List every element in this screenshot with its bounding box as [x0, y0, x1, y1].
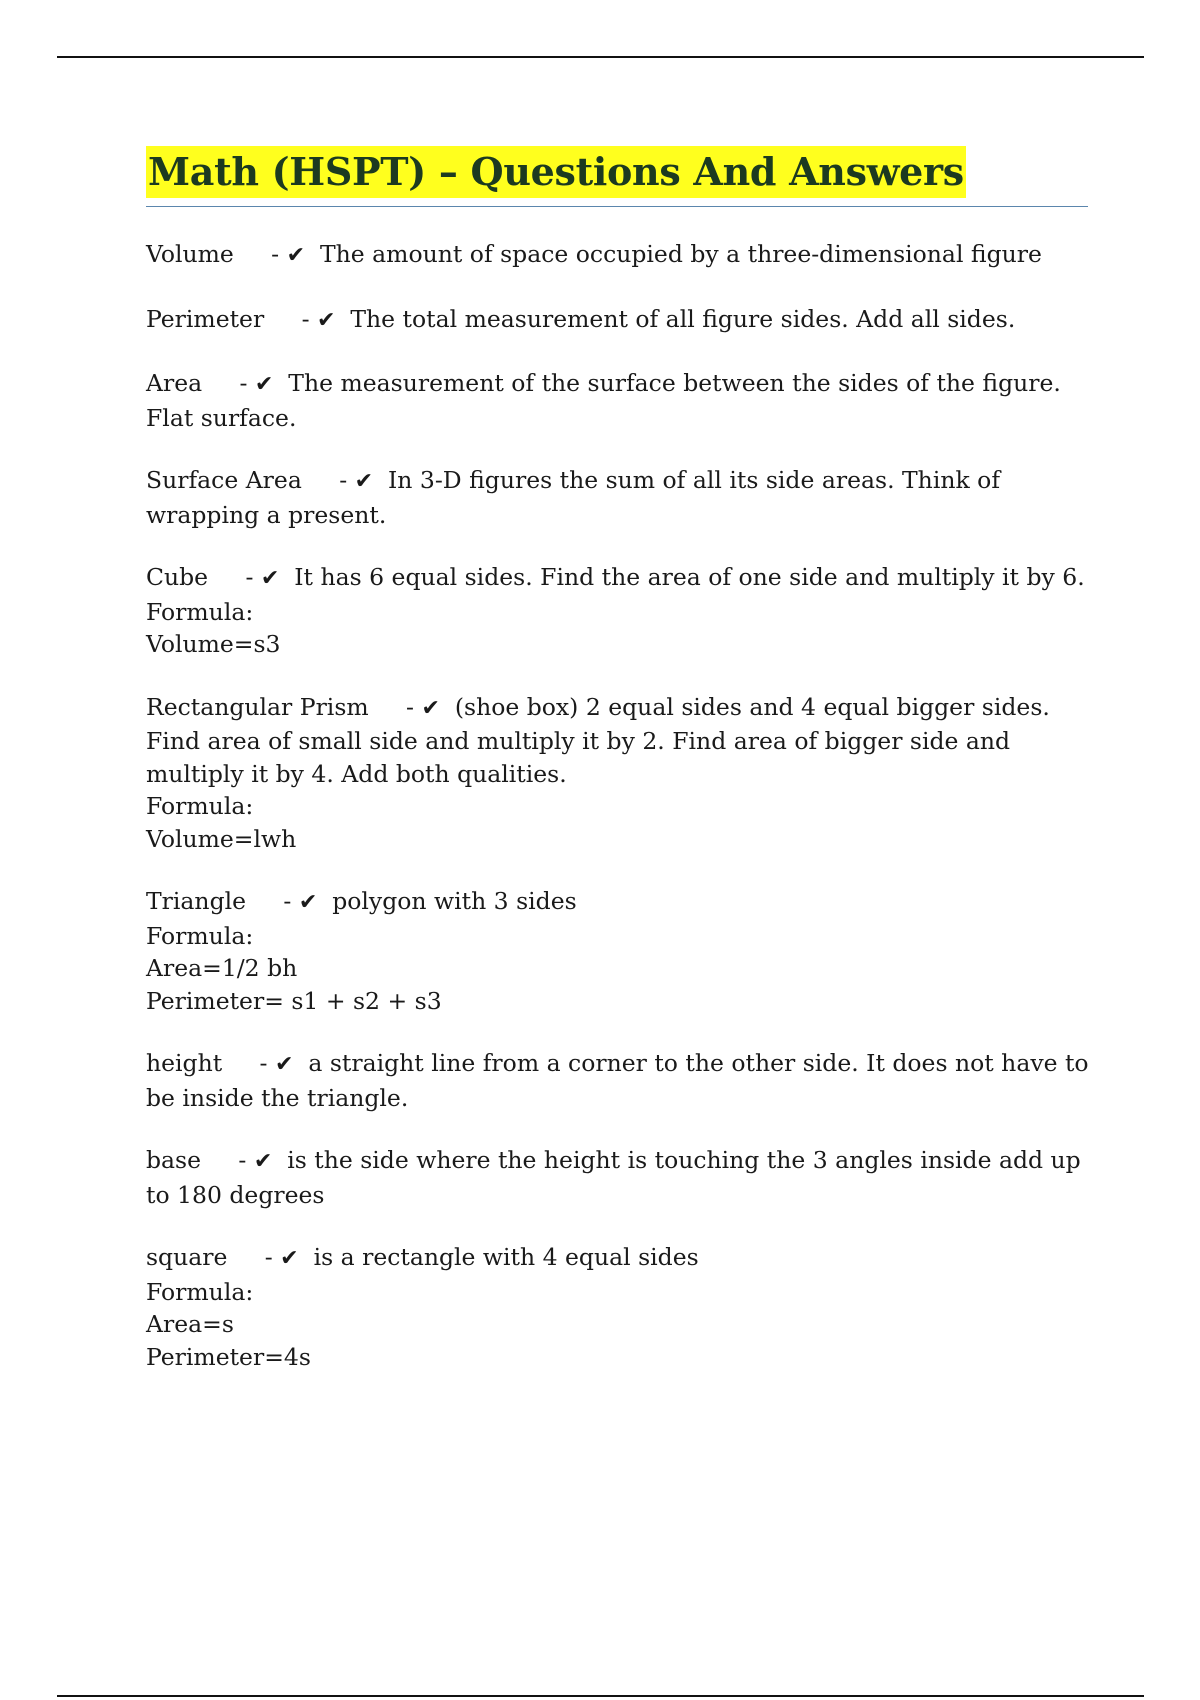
qa-separator: - [237, 563, 261, 591]
checkmark-icon: ✔ [274, 1052, 294, 1077]
qa-separator: - [398, 692, 422, 721]
qa-definition: a straight line from a corner to the other side. It does not have to be inside the triangle. [146, 1049, 1089, 1112]
qa-formula-line: Area=s [146, 1310, 234, 1338]
qa-term: Cube [146, 563, 209, 591]
qa-formula-line: Volume=lwh [146, 824, 297, 853]
qa-first-line [146, 464, 1096, 531]
qa-formula-line: Perimeter=4s [146, 1342, 311, 1371]
qa-formula-line: Formula: [146, 921, 254, 950]
qa-entry [146, 691, 1096, 856]
title-block [146, 146, 1088, 207]
qa-term: square [146, 1243, 228, 1271]
checkmark-icon: ✔ [280, 1246, 299, 1271]
checkmark-icon: ✔ [421, 695, 440, 721]
checkmark-icon: ✔ [298, 890, 318, 915]
qa-term: Volume [146, 240, 234, 268]
qa-term: Area [146, 369, 203, 397]
qa-separator: - [257, 1243, 281, 1271]
qa-definition: (shoe box) 2 equal sides and 4 equal bigger sides. Find area of small side and multiply it by 2. Find area of bigger side and multiply it by 4. Add both qualities. [146, 692, 1050, 788]
checkmark-icon: ✔ [354, 469, 374, 494]
qa-entry [146, 238, 1096, 273]
checkmark-icon: ✔ [254, 372, 274, 397]
qa-term: height [146, 1049, 223, 1077]
checkmark-icon: ✔ [316, 307, 336, 333]
qa-entry [146, 561, 1096, 661]
qa-definition: In 3-D figures the sum of all its side areas. Think of wrapping a present. [146, 466, 1001, 529]
qa-entry [146, 303, 1096, 338]
qa-entry [146, 1047, 1096, 1114]
page-title: Math (HSPT) – Questions And Answers [146, 146, 966, 198]
page-bottom-rule [57, 1695, 1144, 1697]
qa-separator: - [230, 1146, 254, 1174]
qa-separator: - [331, 466, 355, 494]
qa-first-line [146, 367, 1096, 434]
qa-first-line [146, 238, 1096, 273]
qa-term: Surface Area [146, 466, 302, 494]
qa-entry [146, 367, 1096, 434]
qa-first-line [146, 561, 1096, 596]
qa-separator: - [275, 887, 299, 915]
qa-definition: The amount of space occupied by a three-dimensional figure [319, 240, 1042, 268]
qa-first-line [146, 885, 1096, 920]
qa-formula-line: Formula: [146, 792, 254, 820]
qa-definition: It has 6 equal sides. Find the area of one side and multiply it by 6. [294, 563, 1085, 591]
qa-entry [146, 1241, 1096, 1373]
checkmark-icon: ✔ [260, 566, 280, 591]
qa-formula-line: Area=1/2 bh [146, 954, 298, 982]
qa-entry [146, 464, 1096, 531]
qa-definition: polygon with 3 sides [332, 887, 577, 915]
qa-separator: - [294, 304, 317, 333]
qa-entry [146, 885, 1096, 1017]
checkmark-icon: ✔ [253, 1149, 273, 1174]
qa-definition: is a rectangle with 4 equal sides [313, 1243, 699, 1271]
qa-first-line [146, 691, 1096, 791]
qa-first-line [146, 303, 1096, 338]
qa-first-line [146, 1144, 1096, 1211]
qa-separator: - [252, 1049, 275, 1077]
qa-formula-line: Formula: [146, 597, 254, 626]
page-top-rule [57, 56, 1144, 58]
qa-definition: The total measurement of all figure sides. Add all sides. [350, 304, 1016, 333]
qa-formula-line: Perimeter= s1 + s2 + s3 [146, 986, 442, 1015]
qa-first-line [146, 1047, 1096, 1114]
qa-separator: - [263, 240, 287, 268]
qa-term: base [146, 1146, 202, 1174]
qa-term: Rectangular Prism [146, 692, 369, 721]
qa-definition: The measurement of the surface between the sides of the figure. Flat surface. [146, 369, 1061, 432]
qa-separator: - [232, 369, 255, 397]
qa-term: Triangle [146, 887, 247, 915]
qa-first-line [146, 1241, 1096, 1276]
qa-formula-line: Formula: [146, 1277, 254, 1306]
qa-definition: is the side where the height is touching the 3 angles inside add up to 180 degrees [146, 1146, 1081, 1209]
qa-formula-line: Volume=s3 [146, 630, 281, 658]
qa-list [146, 238, 1096, 1403]
qa-term: Perimeter [146, 304, 265, 333]
qa-entry [146, 1144, 1096, 1211]
checkmark-icon: ✔ [286, 243, 306, 268]
